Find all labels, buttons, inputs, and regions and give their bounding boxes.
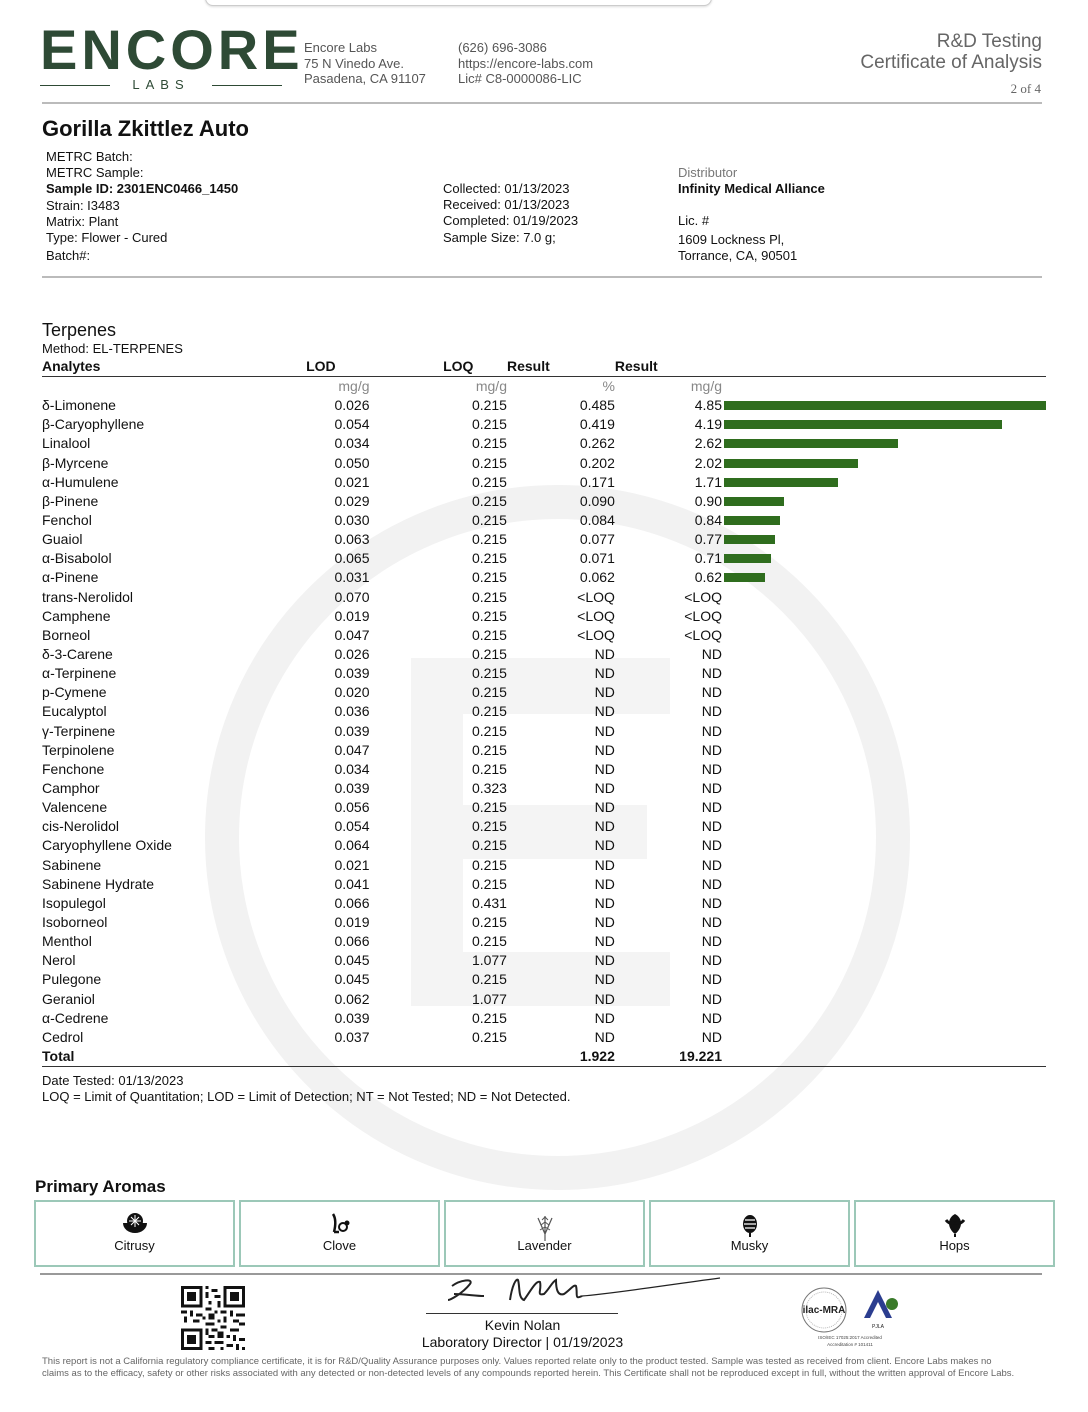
result-percent: 0.262 xyxy=(579,435,615,452)
col-lod: LOD xyxy=(232,357,369,377)
result-percent: ND xyxy=(594,741,615,758)
units-row: mg/g mg/g % mg/g xyxy=(338,378,722,395)
result-mg: 2.62 xyxy=(694,435,722,452)
lod-value: 0.041 xyxy=(334,875,370,892)
loq-value: 0.215 xyxy=(471,837,507,854)
result-mg: ND xyxy=(701,684,722,701)
aromas-title: Primary Aromas xyxy=(35,1177,166,1196)
signatory: Kevin Nolan Laboratory Director | 01/19/2023 xyxy=(421,1317,624,1350)
result-percent: 0.071 xyxy=(579,550,615,567)
lod-value: 0.054 xyxy=(334,416,370,433)
loq-value: 0.215 xyxy=(471,875,507,892)
loq-value: 0.215 xyxy=(471,914,507,930)
result-mg: <LOQ xyxy=(684,626,722,643)
analyte-name: Sabinene Hydrate xyxy=(42,875,155,892)
distributor-info: Distributor Infinity Medical Alliance Lic. # 1609 Lockness Pl, Torrance, CA, 90501 xyxy=(678,165,825,263)
bar-cell xyxy=(722,741,1046,760)
aroma-musky: Musky xyxy=(649,1200,850,1267)
result-mg: ND xyxy=(701,914,722,930)
qr-code[interactable] xyxy=(180,1286,246,1350)
loq-value: 0.431 xyxy=(471,894,507,911)
lod-value: 0.045 xyxy=(334,971,370,988)
table-row xyxy=(42,779,1046,798)
lod-value: 0.056 xyxy=(334,799,370,816)
result-mg: <LOQ xyxy=(684,588,722,605)
table-row xyxy=(42,549,1046,568)
table-row xyxy=(42,722,1046,741)
result-percent: ND xyxy=(594,818,615,835)
analyte-name: cis-Nerolidol xyxy=(42,818,120,835)
bar-cell xyxy=(722,951,1046,970)
result-mg: ND xyxy=(701,952,722,969)
result-bar xyxy=(724,516,780,525)
svg-text:Accreditation # 101411: Accreditation # 101411 xyxy=(827,1342,873,1347)
company-logo-sub: LABS xyxy=(40,77,282,92)
bar-cell xyxy=(722,568,1046,587)
bar-cell xyxy=(722,817,1046,836)
result-percent: ND xyxy=(594,722,615,739)
table-row xyxy=(42,1009,1046,1028)
analyte-name: Camphene xyxy=(42,607,111,624)
table-row xyxy=(42,434,1046,453)
analyte-name: Pulegone xyxy=(42,971,102,988)
table-row xyxy=(42,396,1046,415)
col-loq: LOQ xyxy=(370,357,507,377)
result-percent: 0.090 xyxy=(579,492,615,509)
result-percent: <LOQ xyxy=(577,626,615,643)
table-row xyxy=(42,511,1046,530)
result-mg: 1.71 xyxy=(694,473,722,490)
bar-cell xyxy=(722,970,1046,989)
lod-value: 0.045 xyxy=(334,952,370,969)
lod-value: 0.029 xyxy=(334,492,370,509)
lod-value: 0.066 xyxy=(334,933,370,950)
lod-value: 0.021 xyxy=(334,856,370,873)
result-bar xyxy=(724,401,1046,410)
musky-icon xyxy=(651,1212,848,1234)
result-percent: ND xyxy=(594,1009,615,1026)
result-mg: ND xyxy=(701,646,722,663)
result-mg: ND xyxy=(701,971,722,988)
bar-cell xyxy=(722,836,1046,855)
result-bar xyxy=(724,535,775,544)
header-divider xyxy=(42,102,1042,104)
result-mg: 4.85 xyxy=(694,397,722,414)
loq-value: 0.215 xyxy=(471,531,507,548)
signature-line xyxy=(426,1313,618,1314)
sample-dates: Collected: 01/13/2023 Received: 01/13/2023 Completed: 01/19/2023 Sample Size: 7.0 g; xyxy=(443,181,579,245)
loq-value: 0.215 xyxy=(471,646,507,663)
lod-value: 0.031 xyxy=(334,569,370,586)
analyte-name: Terpinolene xyxy=(42,741,115,758)
bar-cell xyxy=(722,683,1046,702)
bar-cell xyxy=(722,779,1046,798)
loq-value: 1.077 xyxy=(471,952,507,969)
result-mg: ND xyxy=(701,703,722,720)
result-mg: 2.02 xyxy=(694,454,722,471)
website-link[interactable]: https://encore-labs.com xyxy=(458,55,594,71)
lod-value: 0.070 xyxy=(334,588,370,605)
aroma-citrusy: Citrusy xyxy=(34,1200,235,1267)
analyte-name: Valencene xyxy=(42,799,108,816)
table-row xyxy=(42,473,1046,492)
analyte-name: trans-Nerolidol xyxy=(42,588,134,605)
lab-contact: (626) 696-3086 https://encore-labs.com Lic# C8-0000086-LIC xyxy=(458,40,594,86)
lod-value: 0.039 xyxy=(334,722,370,739)
result-mg: ND xyxy=(701,1009,722,1026)
table-row xyxy=(42,683,1046,702)
result-percent: ND xyxy=(594,856,615,873)
lod-value: 0.065 xyxy=(334,550,370,567)
bar-cell xyxy=(722,760,1046,779)
signature-image xyxy=(440,1272,725,1312)
aroma-lavender: Lavender xyxy=(444,1200,645,1267)
result-percent: 0.485 xyxy=(579,397,615,414)
analyte-name: α-Bisabolol xyxy=(42,550,112,567)
result-percent: ND xyxy=(594,971,615,988)
loq-value: 0.215 xyxy=(471,722,507,739)
lod-value: 0.039 xyxy=(334,665,370,682)
result-percent: ND xyxy=(594,665,615,682)
analyte-name: Cedrol xyxy=(42,1028,84,1045)
table-row xyxy=(42,894,1046,913)
loq-value: 0.215 xyxy=(471,512,507,529)
bar-cell xyxy=(722,645,1046,664)
lod-value: 0.034 xyxy=(334,760,370,777)
result-mg: 0.62 xyxy=(694,569,722,586)
table-row xyxy=(42,702,1046,721)
lod-value: 0.037 xyxy=(334,1028,370,1045)
bar-cell xyxy=(722,722,1046,741)
bar-cell xyxy=(722,664,1046,683)
analyte-name: α-Terpinene xyxy=(42,665,117,682)
result-percent: ND xyxy=(594,914,615,930)
result-bar xyxy=(724,573,765,582)
loq-value: 1.077 xyxy=(471,990,507,1007)
table-row xyxy=(42,990,1046,1009)
citrus-icon xyxy=(36,1212,233,1234)
result-mg: ND xyxy=(701,875,722,892)
analyte-name: Isoborneol xyxy=(42,914,108,930)
result-mg: ND xyxy=(701,741,722,758)
analyte-name: Eucalyptol xyxy=(42,703,107,720)
analyte-name: α-Humulene xyxy=(42,473,119,490)
lod-value: 0.019 xyxy=(334,607,370,624)
total-row: Total 1.922 19.221 xyxy=(42,1047,1046,1067)
table-row xyxy=(42,836,1046,855)
lod-value: 0.034 xyxy=(334,435,370,452)
result-percent: 0.084 xyxy=(579,512,615,529)
analyte-name: Fenchol xyxy=(42,512,92,529)
analyte-name: Isopulegol xyxy=(42,894,106,911)
loq-value: 0.215 xyxy=(471,856,507,873)
analyte-name: Menthol xyxy=(42,933,92,950)
analyte-name: Borneol xyxy=(42,626,91,643)
analyte-name: Geraniol xyxy=(42,990,95,1007)
result-percent: <LOQ xyxy=(577,607,615,624)
bar-cell xyxy=(722,702,1046,721)
result-bar xyxy=(724,439,898,448)
analyte-name: p-Cymene xyxy=(42,684,107,701)
total-mg: 19.221 xyxy=(615,1047,722,1067)
loq-value: 0.215 xyxy=(471,416,507,433)
bar-cell xyxy=(722,626,1046,645)
table-row xyxy=(42,798,1046,817)
loq-value: 0.215 xyxy=(471,397,507,414)
result-percent: ND xyxy=(594,684,615,701)
result-mg: ND xyxy=(701,799,722,816)
sample-details: METRC Batch: METRC Sample: Sample ID: 2301ENC0466_1450 Strain: I3483 Matrix: Plant Type: Flower - Cured Batch#: xyxy=(46,149,239,264)
company-logo: ENCORE xyxy=(40,18,304,81)
lod-value: 0.036 xyxy=(334,703,370,720)
loq-value: 0.215 xyxy=(471,1028,507,1045)
result-percent: ND xyxy=(594,780,615,797)
result-bar xyxy=(724,420,1002,429)
disclaimer: This report is not a California regulatory compliance certificate, it is for R&D/Quality Assurance purposes only. Values reported relate only to the product tested. Sample was tested as received from client. Encore Labs makes no claims as to the efficacy, safety or other risks associated with any detected or non-detected levels of any compounds reported herein. This Certificate shall not be reproduced except in full, without the written approval of Encore Labs. xyxy=(42,1356,1015,1379)
result-percent: ND xyxy=(594,646,615,663)
table-header-row xyxy=(42,357,1046,377)
result-mg: ND xyxy=(701,818,722,835)
table-row xyxy=(42,645,1046,664)
result-mg: <LOQ xyxy=(684,607,722,624)
result-mg: ND xyxy=(701,894,722,911)
lod-value: 0.063 xyxy=(334,531,370,548)
result-mg: ND xyxy=(701,837,722,854)
analyte-name: β-Pinene xyxy=(42,492,99,509)
col-result-mg: Result xyxy=(615,357,722,377)
result-bar xyxy=(724,554,771,563)
result-mg: 0.90 xyxy=(694,492,722,509)
result-percent: 0.062 xyxy=(579,569,615,586)
lod-value: 0.026 xyxy=(334,646,370,663)
analyte-name: Linalool xyxy=(42,435,91,452)
loq-value: 0.215 xyxy=(471,1009,507,1026)
result-bar xyxy=(724,478,838,487)
result-mg: ND xyxy=(701,1028,722,1045)
loq-value: 0.215 xyxy=(471,588,507,605)
table-row xyxy=(42,1028,1046,1047)
lod-value: 0.039 xyxy=(334,780,370,797)
table-row xyxy=(42,607,1046,626)
analyte-name: α-Cedrene xyxy=(42,1009,109,1026)
table-row xyxy=(42,664,1046,683)
bar-cell xyxy=(722,588,1046,607)
col-analytes: Analytes xyxy=(42,357,232,377)
bar-cell xyxy=(722,607,1046,626)
bar-cell xyxy=(722,894,1046,913)
bar-cell xyxy=(722,798,1046,817)
result-mg: 4.19 xyxy=(694,416,722,433)
svg-text:ISO/IEC 17025:2017 Accredited: ISO/IEC 17025:2017 Accredited xyxy=(818,1335,882,1340)
loq-value: 0.215 xyxy=(471,971,507,988)
analyte-name: Nerol xyxy=(42,952,76,969)
table-row xyxy=(42,588,1046,607)
analyte-name: β-Caryophyllene xyxy=(42,416,145,433)
lod-value: 0.047 xyxy=(334,741,370,758)
bar-cell xyxy=(722,913,1046,932)
result-percent: ND xyxy=(594,894,615,911)
result-percent: <LOQ xyxy=(577,588,615,605)
lod-value: 0.064 xyxy=(334,837,370,854)
analyte-name: Caryophyllene Oxide xyxy=(42,837,172,854)
table-row xyxy=(42,530,1046,549)
analyte-name: Fenchone xyxy=(42,760,105,777)
result-percent: 0.077 xyxy=(579,531,615,548)
result-percent: ND xyxy=(594,875,615,892)
lavender-icon xyxy=(446,1212,643,1234)
accreditation-logos xyxy=(798,1284,906,1354)
result-mg: ND xyxy=(701,990,722,1007)
analyte-name: α-Pinene xyxy=(42,569,99,586)
loq-value: 0.215 xyxy=(471,684,507,701)
clove-icon xyxy=(241,1212,438,1234)
analyte-name: Camphor xyxy=(42,780,100,797)
result-percent: ND xyxy=(594,952,615,969)
browser-toolbar xyxy=(205,0,712,6)
bar-cell xyxy=(722,990,1046,1009)
aroma-hops: Hops xyxy=(854,1200,1055,1267)
bar-cell xyxy=(722,875,1046,894)
hops-icon xyxy=(856,1212,1053,1234)
table-row xyxy=(42,492,1046,511)
aroma-clove: Clove xyxy=(239,1200,440,1267)
lod-value: 0.021 xyxy=(334,473,370,490)
terpenes-table xyxy=(42,357,1046,1067)
loq-value: 0.215 xyxy=(471,569,507,586)
table-row xyxy=(42,970,1046,989)
result-percent: 0.202 xyxy=(579,454,615,471)
method-label: Method: EL-TERPENES xyxy=(42,341,183,356)
table-row xyxy=(42,568,1046,587)
result-percent: ND xyxy=(594,837,615,854)
col-bar xyxy=(722,357,1046,377)
result-percent: 0.419 xyxy=(579,416,615,433)
result-percent: ND xyxy=(594,760,615,777)
result-mg: 0.84 xyxy=(694,512,722,529)
loq-value: 0.215 xyxy=(471,760,507,777)
svg-text:ilac-MRA: ilac-MRA xyxy=(802,1305,846,1316)
aromas-panel xyxy=(34,1200,1055,1267)
lod-value: 0.047 xyxy=(334,626,370,643)
result-percent: ND xyxy=(594,799,615,816)
table-row xyxy=(42,415,1046,434)
bar-cell xyxy=(722,511,1046,530)
bar-cell xyxy=(722,1009,1046,1028)
lod-value: 0.039 xyxy=(334,1009,370,1026)
loq-value: 0.215 xyxy=(471,626,507,643)
document-type: R&D Testing Certificate of Analysis xyxy=(860,31,1042,73)
lod-value: 0.050 xyxy=(334,454,370,471)
result-mg: ND xyxy=(701,933,722,950)
table-row xyxy=(42,856,1046,875)
bar-cell xyxy=(722,492,1046,511)
result-mg: 0.77 xyxy=(694,531,722,548)
analyte-name: δ-Limonene xyxy=(42,397,116,414)
result-mg: ND xyxy=(701,856,722,873)
lod-value: 0.030 xyxy=(334,512,370,529)
bar-cell xyxy=(722,1028,1046,1047)
result-mg: ND xyxy=(701,665,722,682)
bar-cell xyxy=(722,549,1046,568)
bar-cell xyxy=(722,454,1046,473)
bar-cell xyxy=(722,530,1046,549)
result-percent: ND xyxy=(594,703,615,720)
bar-cell xyxy=(722,932,1046,951)
loq-value: 0.215 xyxy=(471,492,507,509)
result-bar xyxy=(724,459,858,468)
result-bar xyxy=(724,497,784,506)
table-row xyxy=(42,913,1046,932)
table-row xyxy=(42,817,1046,836)
table-row xyxy=(42,951,1046,970)
lod-value: 0.020 xyxy=(334,684,370,701)
table-row xyxy=(42,932,1046,951)
lab-address: Encore Labs 75 N Vinedo Ave. Pasadena, CA 91107 xyxy=(304,40,426,86)
result-mg: ND xyxy=(701,722,722,739)
table-row xyxy=(42,626,1046,645)
lod-value: 0.026 xyxy=(334,397,370,414)
svg-text:PJLA: PJLA xyxy=(872,1324,884,1330)
analyte-name: γ-Terpinene xyxy=(42,722,116,739)
analyte-name: δ-3-Carene xyxy=(42,646,113,663)
result-mg: 0.71 xyxy=(694,550,722,567)
bar-cell xyxy=(722,856,1046,875)
loq-value: 0.215 xyxy=(471,665,507,682)
col-result-pct: Result xyxy=(507,357,615,377)
bar-cell xyxy=(722,434,1046,453)
loq-value: 0.215 xyxy=(471,435,507,452)
result-mg: ND xyxy=(701,780,722,797)
lod-value: 0.062 xyxy=(334,990,370,1007)
total-percent: 1.922 xyxy=(507,1047,615,1067)
footnotes: Date Tested: 01/13/2023 LOQ = Limit of Quantitation; LOD = Limit of Detection; NT = Not Tested; ND = Not Detected. xyxy=(42,1073,571,1104)
table-row xyxy=(42,760,1046,779)
table-row xyxy=(42,741,1046,760)
loq-value: 0.215 xyxy=(471,473,507,490)
loq-value: 0.215 xyxy=(471,799,507,816)
analyte-name: β-Myrcene xyxy=(42,454,109,471)
result-percent: ND xyxy=(594,933,615,950)
lod-value: 0.066 xyxy=(334,894,370,911)
result-percent: ND xyxy=(594,1028,615,1045)
page-number: 2 of 4 xyxy=(1010,81,1041,96)
result-percent: 0.171 xyxy=(579,473,615,490)
result-mg: ND xyxy=(701,760,722,777)
product-name: Gorilla Zkittlez Auto xyxy=(42,116,249,141)
loq-value: 0.215 xyxy=(471,454,507,471)
loq-value: 0.215 xyxy=(471,550,507,567)
loq-value: 0.215 xyxy=(471,818,507,835)
analyte-name: Sabinene xyxy=(42,856,102,873)
analyte-name: Guaiol xyxy=(42,531,83,548)
table-row xyxy=(42,875,1046,894)
result-percent: ND xyxy=(594,990,615,1007)
loq-value: 0.215 xyxy=(471,607,507,624)
lod-value: 0.054 xyxy=(334,818,370,835)
section-title: Terpenes xyxy=(42,320,117,340)
info-divider xyxy=(42,276,1042,278)
bar-cell xyxy=(722,473,1046,492)
bar-cell xyxy=(722,415,1046,434)
loq-value: 0.215 xyxy=(471,933,507,950)
loq-value: 0.215 xyxy=(471,741,507,758)
loq-value: 0.323 xyxy=(471,780,507,797)
table-row xyxy=(42,454,1046,473)
lod-value: 0.019 xyxy=(334,914,370,930)
loq-value: 0.215 xyxy=(471,703,507,720)
bar-cell xyxy=(722,396,1046,415)
